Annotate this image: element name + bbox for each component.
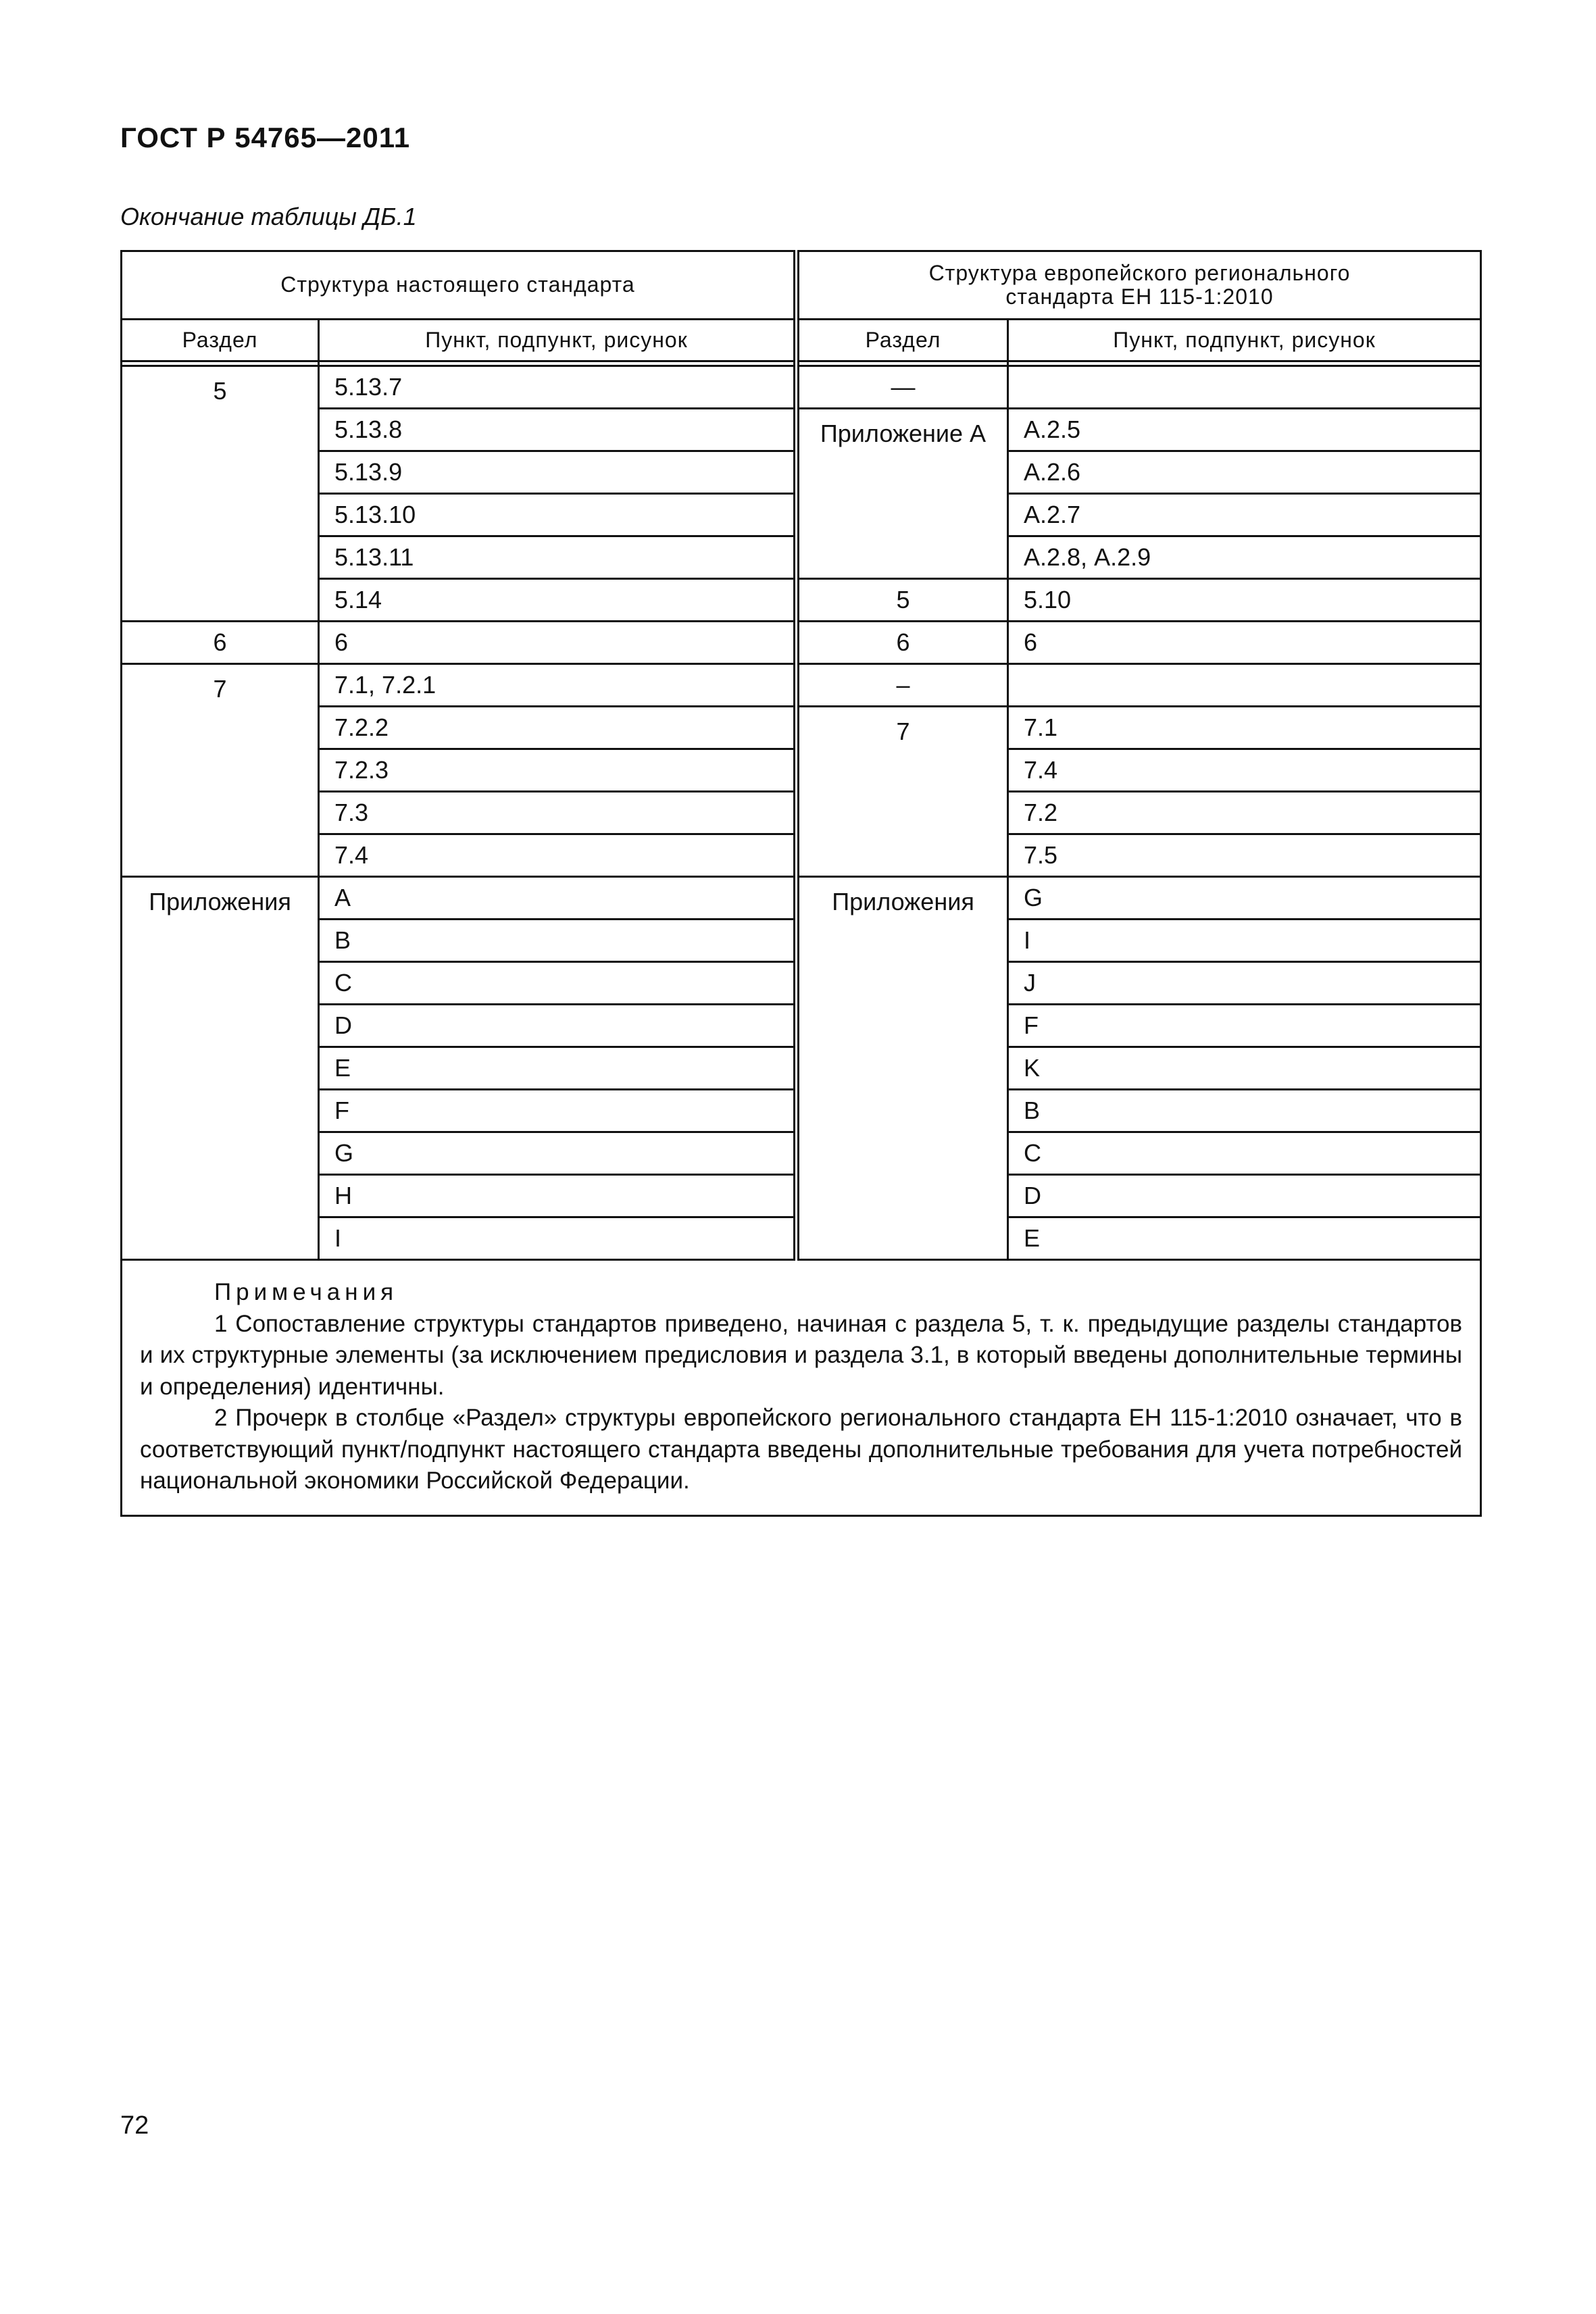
notes-cell bbox=[122, 1260, 1481, 1516]
left-item-cell: 7.2.3 bbox=[319, 749, 797, 792]
header-section-left: Раздел bbox=[122, 320, 319, 361]
left-item-cell: E bbox=[319, 1047, 797, 1090]
note-1: 1 Сопоставление структуры стандартов приведено, начиная с раздела 5, т. к. предыдущие разделы стандартов и их структурные элементы (за исключением предисловия и раздела 3.1, в который введены дополнительные термины и определения) идентичны. bbox=[140, 1310, 1463, 1400]
header-item-right: Пункт, подпункт, рисунок bbox=[1008, 320, 1481, 361]
notes-row bbox=[122, 1260, 1481, 1516]
left-item-cell: 5.13.9 bbox=[319, 451, 797, 494]
header-european-line1: Структура европейского регионального bbox=[928, 260, 1351, 285]
right-item-cell: А.2.5 bbox=[1008, 409, 1481, 451]
page-number: 72 bbox=[120, 2111, 149, 2140]
right-item-cell: J bbox=[1008, 962, 1481, 1005]
header-european-line2: стандарта ЕН 115-1:2010 bbox=[1005, 284, 1274, 309]
document-code: ГОСТ Р 54765—2011 bbox=[120, 122, 411, 153]
right-section-cell: – bbox=[797, 664, 1008, 707]
right-section-cell: 5 bbox=[797, 579, 1008, 622]
left-item-cell: 7.1, 7.2.1 bbox=[319, 664, 797, 707]
right-item-cell: А.2.8, А.2.9 bbox=[1008, 536, 1481, 579]
left-section-cell: 7 bbox=[122, 664, 319, 877]
left-item-cell: 5.13.11 bbox=[319, 536, 797, 579]
right-item-cell: G bbox=[1008, 877, 1481, 920]
header-european-standard bbox=[797, 251, 1481, 320]
right-item-cell: D bbox=[1008, 1175, 1481, 1217]
notes-title: Примечания bbox=[214, 1279, 399, 1305]
right-item-cell bbox=[1008, 664, 1481, 707]
header-separator bbox=[122, 361, 1481, 366]
left-item-cell: 5.14 bbox=[319, 579, 797, 622]
table-row bbox=[122, 664, 1481, 707]
left-item-cell: C bbox=[319, 962, 797, 1005]
right-item-cell: C bbox=[1008, 1132, 1481, 1175]
table-header-row-2 bbox=[122, 320, 1481, 361]
right-item-cell: 7.4 bbox=[1008, 749, 1481, 792]
structure-comparison-table bbox=[120, 250, 1482, 1517]
right-section-cell: Приложение А bbox=[797, 409, 1008, 579]
left-section-cell: 5 bbox=[122, 366, 319, 622]
right-item-cell: 5.10 bbox=[1008, 579, 1481, 622]
left-item-cell: D bbox=[319, 1005, 797, 1047]
left-item-cell: G bbox=[319, 1132, 797, 1175]
left-item-cell: H bbox=[319, 1175, 797, 1217]
table-caption: Окончание таблицы ДБ.1 bbox=[120, 203, 417, 230]
right-item-cell bbox=[1008, 366, 1481, 409]
table-row bbox=[122, 409, 1481, 451]
left-item-cell: I bbox=[319, 1217, 797, 1260]
left-item-cell: F bbox=[319, 1090, 797, 1132]
left-item-cell: 7.4 bbox=[319, 834, 797, 877]
right-section-cell: 7 bbox=[797, 707, 1008, 877]
note-2: 2 Прочерк в столбце «Раздел» структуры европейского регионального стандарта ЕН 115-1:2010 означает, что в соответствующий пункт/подпункт настоящего стандарта введены дополнительные требования для учета потребностей национальной экономики Российской Федерации. bbox=[140, 1405, 1463, 1494]
right-section-cell: — bbox=[797, 366, 1008, 409]
left-item-cell: A bbox=[319, 877, 797, 920]
right-item-cell: 7.5 bbox=[1008, 834, 1481, 877]
left-item-cell: 7.2.2 bbox=[319, 707, 797, 749]
table-header-row-1 bbox=[122, 251, 1481, 320]
left-item-cell: 5.13.10 bbox=[319, 494, 797, 536]
table-row bbox=[122, 579, 1481, 622]
left-item-cell: B bbox=[319, 920, 797, 962]
right-item-cell: B bbox=[1008, 1090, 1481, 1132]
right-section-cell: 6 bbox=[797, 622, 1008, 664]
left-item-cell: 5.13.8 bbox=[319, 409, 797, 451]
right-section-cell: Приложения bbox=[797, 877, 1008, 1260]
right-item-cell: 7.1 bbox=[1008, 707, 1481, 749]
left-item-cell: 5.13.7 bbox=[319, 366, 797, 409]
header-current-standard: Структура настоящего стандарта bbox=[122, 251, 797, 320]
left-item-cell: 6 bbox=[319, 622, 797, 664]
right-item-cell: 7.2 bbox=[1008, 792, 1481, 834]
right-item-cell: А.2.7 bbox=[1008, 494, 1481, 536]
right-item-cell: А.2.6 bbox=[1008, 451, 1481, 494]
table-row bbox=[122, 877, 1481, 920]
right-item-cell: I bbox=[1008, 920, 1481, 962]
left-section-cell: Приложения bbox=[122, 877, 319, 1260]
left-item-cell: 7.3 bbox=[319, 792, 797, 834]
right-item-cell: F bbox=[1008, 1005, 1481, 1047]
header-item-left: Пункт, подпункт, рисунок bbox=[319, 320, 797, 361]
table-row bbox=[122, 622, 1481, 664]
right-item-cell: 6 bbox=[1008, 622, 1481, 664]
header-section-right: Раздел bbox=[797, 320, 1008, 361]
table-row bbox=[122, 366, 1481, 409]
right-item-cell: K bbox=[1008, 1047, 1481, 1090]
right-item-cell: E bbox=[1008, 1217, 1481, 1260]
left-section-cell: 6 bbox=[122, 622, 319, 664]
table-row bbox=[122, 707, 1481, 749]
